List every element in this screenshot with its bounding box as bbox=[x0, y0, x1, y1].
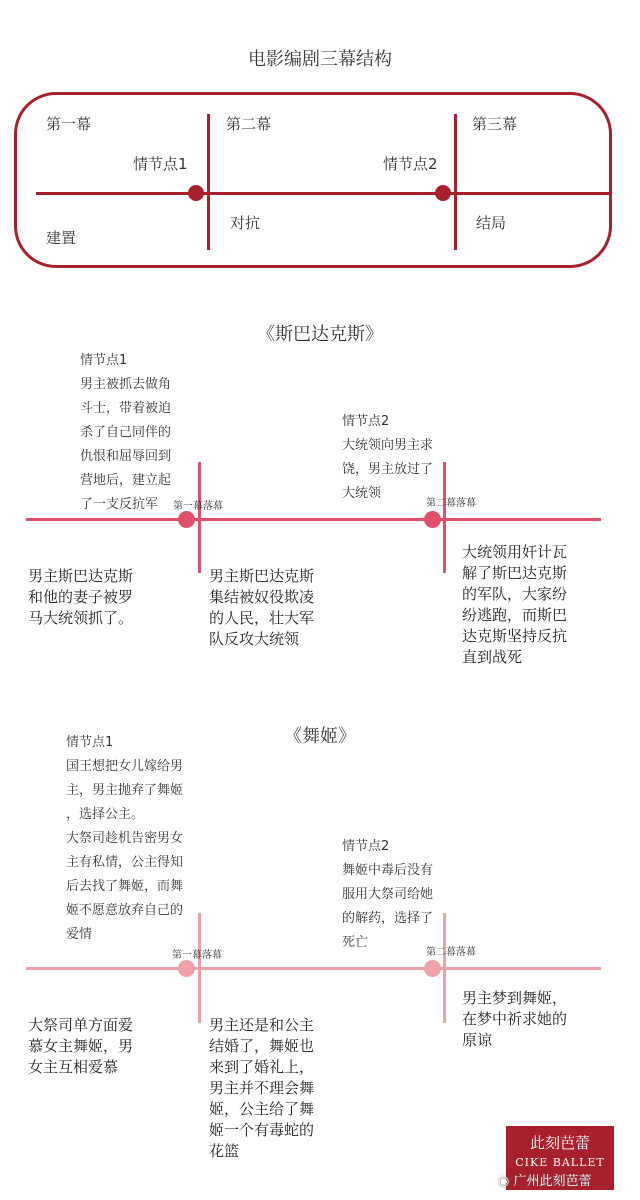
bayadere-act1-desc: 大祭司单方面爱 慕女主舞姬，男 女主互相爱慕 bbox=[28, 1016, 134, 1076]
watermark-text: 广州此刻芭蕾 bbox=[513, 1174, 592, 1189]
structure-frame bbox=[14, 92, 612, 268]
spartacus-act2-end-label: 第二幕落幕 bbox=[426, 498, 476, 509]
spartacus-pp2-text: 大统领向男主求 饶，男主放过了 大统领 bbox=[342, 438, 434, 501]
spartacus-pp2-marker bbox=[424, 511, 441, 528]
bayadere-act2-end-label: 第二幕落幕 bbox=[426, 947, 476, 958]
resolution-label: 结局 bbox=[476, 214, 507, 232]
act3-label: 第三幕 bbox=[472, 115, 518, 133]
bayadere-act1-divider bbox=[198, 913, 201, 1023]
spartacus-act1-end-label: 第一幕落幕 bbox=[173, 501, 223, 512]
brand-name-en: CIKE BALLET bbox=[515, 1156, 605, 1169]
bayadere-act3-desc: 男主梦到舞姬， 在梦中祈求她的 原谅 bbox=[462, 989, 568, 1049]
structure-title: 电影编剧三幕结构 bbox=[248, 49, 392, 70]
spartacus-act2-divider bbox=[443, 462, 446, 573]
spartacus-timeline bbox=[26, 518, 601, 521]
plot-point2-marker bbox=[435, 185, 451, 201]
spartacus-act1-divider bbox=[198, 462, 201, 573]
bayadere-pp1-marker bbox=[178, 960, 195, 977]
spartacus-title: 《斯巴达克斯》 bbox=[257, 324, 383, 345]
confrontation-label: 对抗 bbox=[230, 214, 261, 232]
spartacus-act2-desc: 男主斯巴达克斯 集结被奴役欺凌 的人民，壮大军 队反攻大统领 bbox=[209, 567, 315, 648]
plot-point1-marker bbox=[188, 185, 204, 201]
spartacus-pp1-text: 男主被抓去做角 斗士，带着被迫 杀了自己同伴的 仇恨和屈辱回到 营地后，建立起 了一支反抗军 bbox=[80, 377, 172, 512]
setup-label: 建置 bbox=[46, 229, 77, 247]
structure-timeline bbox=[36, 192, 612, 195]
bayadere-title: 《舞姬》 bbox=[284, 726, 356, 747]
act1-label: 第一幕 bbox=[46, 115, 92, 133]
act2-divider bbox=[454, 114, 457, 250]
bayadere-pp2-label: 情节点2 bbox=[342, 839, 390, 854]
wechat-icon: ◉ bbox=[498, 1174, 510, 1189]
plot-point2-label: 情节点2 bbox=[383, 155, 438, 173]
plot-point1-label: 情节点1 bbox=[133, 155, 188, 173]
act1-divider bbox=[207, 114, 210, 250]
bayadere-pp1-label: 情节点1 bbox=[66, 735, 114, 750]
act2-label: 第二幕 bbox=[226, 115, 272, 133]
bayadere-act2-divider bbox=[443, 913, 446, 1023]
spartacus-pp1-marker bbox=[178, 511, 195, 528]
bayadere-pp1-text: 国王想把女儿嫁给男 主，男主抛弃了舞姬 ，选择公主。 大祭司趁机告密男女 主有私情，公主得知 后去找了舞姬，而舞 姬不愿意放弃自己的 爱情 bbox=[66, 759, 184, 942]
spartacus-act3-desc: 大统领用奸计瓦 解了斯巴达克斯 的军队，大家纷 纷逃跑，而斯巴 达克斯坚持反抗 直到战死 bbox=[462, 543, 568, 666]
watermark bbox=[498, 1170, 592, 1189]
bayadere-pp2-text: 舞姬中毒后没有 服用大祭司给她 的解药，选择了 死亡 bbox=[342, 863, 434, 950]
bayadere-pp2-marker bbox=[424, 960, 441, 977]
bayadere-act1-end-label: 第一幕落幕 bbox=[172, 950, 222, 961]
brand-name-cn: 此刻芭蕾 bbox=[529, 1134, 590, 1152]
bayadere-act2-desc: 男主还是和公主 结婚了，舞姬也 来到了婚礼上， 男主并不理会舞 姬，公主给了舞 姬一个有毒蛇的 花篮 bbox=[209, 1016, 315, 1160]
spartacus-pp1-label: 情节点1 bbox=[80, 353, 128, 368]
spartacus-pp2-label: 情节点2 bbox=[342, 414, 390, 429]
bayadere-timeline bbox=[26, 967, 601, 970]
spartacus-act1-desc: 男主斯巴达克斯 和他的妻子被罗 马大统领抓了。 bbox=[28, 567, 134, 627]
